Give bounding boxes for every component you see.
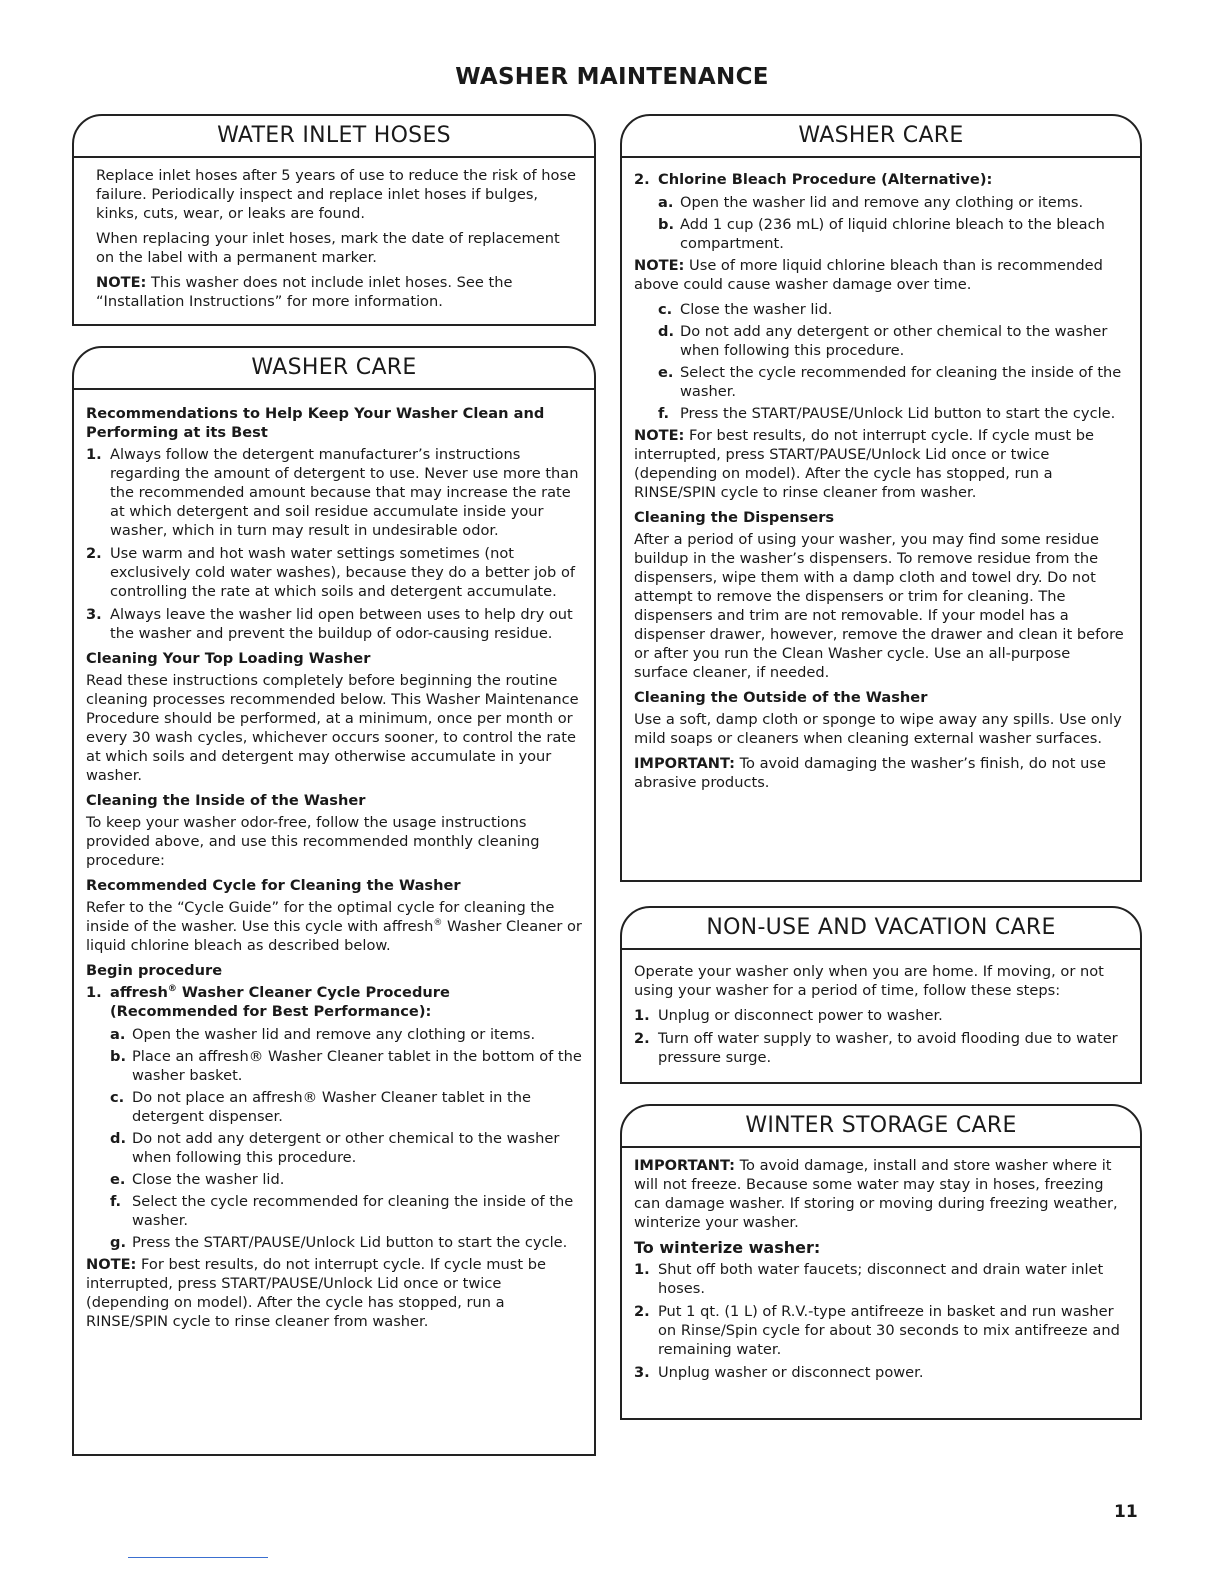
- list-item: 1. Always follow the detergent manufacturer’s instructions regarding the amount of detergent to use. Never use more than the recommended amount because that may increase the rate at which detergent and soil residue accumulate inside your washer, which in turn may result in undesirable odor.: [86, 446, 579, 539]
- washer-care-section-left: [72, 346, 596, 1456]
- note-text: This washer does not include inlet hoses. See the “Installation Instructions” for more information.: [96, 274, 513, 310]
- sub-step: e. Select the cycle recommended for cleaning the inside of the washer.: [658, 364, 1122, 400]
- list-item: 2. Turn off water supply to washer, to avoid flooding due to water pressure surge.: [634, 1030, 1118, 1066]
- sub-step: f. Select the cycle recommended for cleaning the inside of the washer.: [110, 1193, 574, 1229]
- note: NOTE: For best results, do not interrupt cycle. If cycle must be interrupted, press START/PAUSE/Unlock Lid once or twice (depending on model). After the cycle has stopped, run a RINSE/SPIN cycle to rinse cleaner from washer.: [86, 1256, 546, 1330]
- paragraph: When replacing your inlet hoses, mark the date of replacement on the label with a permanent marker.: [96, 230, 560, 266]
- important-note: IMPORTANT: To avoid damage, install and store washer where it will not freeze. Because some water may stay in hoses, freezing can damage washer. If storing or moving during freezing weather, winterize your washer.: [634, 1157, 1118, 1231]
- paragraph: Refer to the “Cycle Guide” for the optimal cycle for cleaning the inside of the washer. Use this cycle with affresh® Washer Cleaner or liquid chlorine bleach as described below.: [86, 899, 582, 954]
- section-heading: WASHER CARE: [622, 116, 1140, 158]
- note: NOTE: For best results, do not interrupt cycle. If cycle must be interrupted, press START/PAUSE/Unlock Lid once or twice (depending on model). After the cycle has stopped, run a RINSE/SPIN cycle to rinse cleaner from washer.: [634, 427, 1094, 501]
- winter-storage-care-section: [620, 1104, 1142, 1420]
- section-heading: NON-USE AND VACATION CARE: [622, 908, 1140, 950]
- subheading: Cleaning the Outside of the Washer: [634, 689, 928, 706]
- sub-step: g. Press the START/PAUSE/Unlock Lid button to start the cycle.: [110, 1234, 568, 1251]
- note-label: NOTE:: [96, 274, 147, 291]
- page-number: 11: [1114, 1502, 1138, 1522]
- list-item: 2. Put 1 qt. (1 L) of R.V.-type antifreeze in basket and run washer on Rinse/Spin cycle for about 30 seconds to mix antifreeze and remaining water.: [634, 1303, 1120, 1358]
- page-title: WASHER MAINTENANCE: [455, 64, 769, 90]
- subheading: Recommendations to Help Keep Your Washer Clean and Performing at its Best: [86, 405, 545, 441]
- washer-care-section-right: [620, 114, 1142, 882]
- sub-step: e. Close the washer lid.: [110, 1171, 285, 1188]
- section-heading: WATER INLET HOSES: [74, 116, 594, 158]
- procedure-step: 2. Chlorine Bleach Procedure (Alternative):: [634, 171, 993, 188]
- important-note: IMPORTANT: To avoid damaging the washer’s finish, do not use abrasive products.: [634, 755, 1106, 791]
- recommendations-list: [86, 445, 582, 643]
- subheading: Cleaning the Dispensers: [634, 509, 835, 526]
- paragraph: To keep your washer odor-free, follow the usage instructions provided above, and use this recommended monthly cleaning procedure:: [86, 814, 540, 869]
- footer-divider: [128, 1557, 268, 1558]
- sub-step: f. Press the START/PAUSE/Unlock Lid button to start the cycle.: [658, 405, 1116, 422]
- paragraph: Operate your washer only when you are home. If moving, or not using your washer for a period of time, follow these steps:: [634, 963, 1104, 999]
- sub-step: c. Close the washer lid.: [658, 301, 833, 318]
- subheading: Cleaning Your Top Loading Washer: [86, 650, 371, 667]
- paragraph: Replace inlet hoses after 5 years of use to reduce the risk of hose failure. Periodically inspect and replace inlet hoses if bulges, kinks, cuts, wear, or leaks are found.: [96, 167, 577, 222]
- paragraph: Use a soft, damp cloth or sponge to wipe away any spills. Use only mild soaps or cleaners when cleaning external washer surfaces.: [634, 711, 1122, 747]
- water-inlet-hoses-section: [72, 114, 596, 326]
- sub-step: a. Open the washer lid and remove any clothing or items.: [110, 1026, 536, 1043]
- non-use-vacation-care-section: [620, 906, 1142, 1084]
- section-heading: WINTER STORAGE CARE: [622, 1106, 1140, 1148]
- note: NOTE: Use of more liquid chlorine bleach than is recommended above could cause washer damage over time.: [634, 257, 1103, 293]
- procedure-step: 1. affresh® Washer Cleaner Cycle Procedure (Recommended for Best Performance):: [86, 984, 450, 1020]
- sub-step: a. Open the washer lid and remove any clothing or items.: [658, 194, 1084, 211]
- list-item: 1. Shut off both water faucets; disconnect and drain water inlet hoses.: [634, 1261, 1104, 1297]
- subheading: Begin procedure: [86, 962, 223, 979]
- sub-step: d. Do not add any detergent or other chemical to the washer when following this procedure.: [110, 1130, 560, 1166]
- subheading: Recommended Cycle for Cleaning the Washer: [86, 877, 461, 894]
- list-item: 3. Always leave the washer lid open between uses to help dry out the washer and prevent the buildup of odor-causing residue.: [86, 606, 573, 642]
- note: [96, 273, 578, 311]
- paragraph: After a period of using your washer, you may find some residue buildup in the washer’s dispensers. To remove residue from the dispensers, wipe them with a damp cloth and towel dry. Do not attempt to remove the dispensers or trim for cleaning. The dispensers and trim are not removable. If your model has a dispenser drawer, however, remove the drawer and clean it before or after you run the Clean Washer cycle. Use an all-purpose surface cleaner, if needed.: [634, 531, 1124, 681]
- subheading: To winterize washer:: [634, 1238, 821, 1257]
- list-item: 2. Use warm and hot wash water settings sometimes (not exclusively cold water washes), because they do a better job of controlling the rate at which soils and detergent accumulate.: [86, 545, 576, 600]
- list-item: 1. Unplug or disconnect power to washer.: [634, 1007, 943, 1024]
- sub-step: c. Do not place an affresh® Washer Cleaner tablet in the detergent dispenser.: [110, 1089, 531, 1125]
- sub-step: d. Do not add any detergent or other chemical to the washer when following this procedure.: [658, 323, 1108, 359]
- paragraph: Read these instructions completely before beginning the routine cleaning processes recommended below. This Washer Maintenance Procedure should be performed, at a minimum, once per month or every 30 wash cycles, whichever occurs sooner, to control the rate at which soils and detergent may otherwise accumulate in your washer.: [86, 672, 579, 784]
- sub-step: b. Place an affresh® Washer Cleaner tablet in the bottom of the washer basket.: [110, 1048, 582, 1084]
- section-heading: WASHER CARE: [74, 348, 594, 390]
- subheading: Cleaning the Inside of the Washer: [86, 792, 366, 809]
- list-item: 3. Unplug washer or disconnect power.: [634, 1364, 924, 1381]
- sub-step: b. Add 1 cup (236 mL) of liquid chlorine bleach to the bleach compartment.: [658, 216, 1105, 252]
